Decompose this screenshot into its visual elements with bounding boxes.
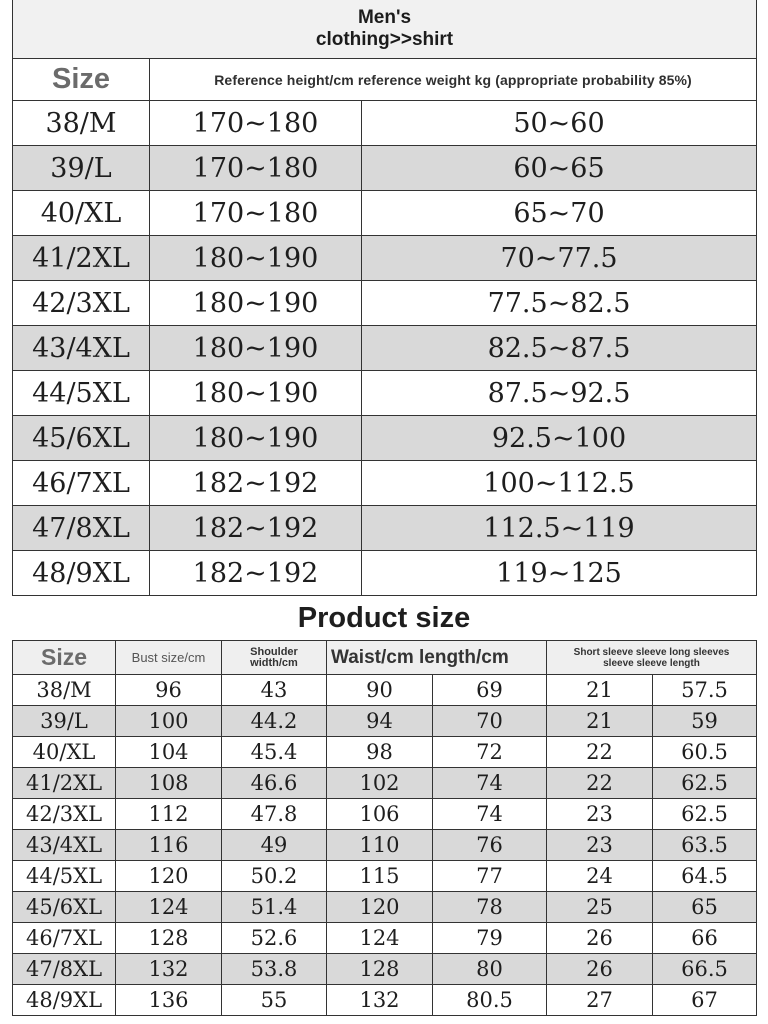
cell-bust: 108 [116, 768, 222, 799]
cell-bust: 124 [116, 892, 222, 923]
cell-shoulder: 52.6 [222, 923, 327, 954]
cell-short-sleeve: 26 [547, 954, 653, 985]
cell-size: 38/M [13, 675, 116, 706]
cell-size: 47/8XL [13, 506, 150, 551]
table-row [13, 830, 757, 861]
product-size-title: Product size [12, 596, 756, 640]
header-waist-length: Waist/cm length/cm [327, 641, 547, 675]
cell-size: 40/XL [13, 191, 150, 236]
cell-size: 39/L [13, 706, 116, 737]
table-row [13, 461, 757, 506]
cell-height: 170~180 [150, 101, 362, 146]
cell-height: 180~190 [150, 281, 362, 326]
cell-size: 42/3XL [13, 281, 150, 326]
header-sleeve-line-1: Short sleeve sleeve long sleeves [573, 646, 730, 658]
cell-height: 170~180 [150, 146, 362, 191]
header-shoulder-line-1: Shoulder [250, 645, 298, 658]
cell-short-sleeve: 26 [547, 923, 653, 954]
cell-shoulder: 55 [222, 985, 327, 1016]
table-row [13, 768, 757, 799]
cell-size: 38/M [13, 101, 150, 146]
cell-length: 74 [433, 768, 547, 799]
cell-short-sleeve: 25 [547, 892, 653, 923]
cell-waist: 110 [327, 830, 433, 861]
cell-waist: 102 [327, 768, 433, 799]
cell-long-sleeve: 59 [653, 706, 757, 737]
cell-long-sleeve: 57.5 [653, 675, 757, 706]
cell-height: 170~180 [150, 191, 362, 236]
cell-short-sleeve: 22 [547, 737, 653, 768]
cell-length: 80.5 [433, 985, 547, 1016]
cell-size: 46/7XL [13, 923, 116, 954]
table-row [13, 737, 757, 768]
cell-shoulder: 44.2 [222, 706, 327, 737]
cell-height: 180~190 [150, 416, 362, 461]
cell-bust: 96 [116, 675, 222, 706]
cell-weight: 60~65 [362, 146, 757, 191]
cell-shoulder: 47.8 [222, 799, 327, 830]
cell-long-sleeve: 65 [653, 892, 757, 923]
cell-bust: 120 [116, 861, 222, 892]
cell-waist: 94 [327, 706, 433, 737]
header-size: Size [13, 59, 150, 101]
cell-size: 48/9XL [13, 985, 116, 1016]
cell-size: 41/2XL [13, 768, 116, 799]
cell-weight: 82.5~87.5 [362, 326, 757, 371]
table-row [13, 146, 757, 191]
header-reference-desc: Reference height/cm reference weight kg (appropriate probability 85%) [150, 59, 757, 101]
cell-size: 45/6XL [13, 416, 150, 461]
cell-weight: 77.5~82.5 [362, 281, 757, 326]
table-row [13, 861, 757, 892]
header-bust: Bust size/cm [116, 641, 222, 675]
cell-length: 80 [433, 954, 547, 985]
header-shoulder [222, 641, 327, 675]
cell-height: 182~192 [150, 461, 362, 506]
cell-weight: 112.5~119 [362, 506, 757, 551]
cell-long-sleeve: 67 [653, 985, 757, 1016]
cell-long-sleeve: 62.5 [653, 768, 757, 799]
cell-size: 41/2XL [13, 236, 150, 281]
table-row [13, 675, 757, 706]
table-title [13, 0, 757, 59]
cell-long-sleeve: 66.5 [653, 954, 757, 985]
table-row [13, 551, 757, 596]
table-row [13, 416, 757, 461]
table-row [13, 101, 757, 146]
header-sleeve [547, 641, 757, 675]
cell-long-sleeve: 63.5 [653, 830, 757, 861]
cell-bust: 104 [116, 737, 222, 768]
table-row [13, 236, 757, 281]
cell-height: 180~190 [150, 371, 362, 416]
cell-long-sleeve: 62.5 [653, 799, 757, 830]
cell-size: 40/XL [13, 737, 116, 768]
cell-shoulder: 50.2 [222, 861, 327, 892]
cell-waist: 128 [327, 954, 433, 985]
table-row [13, 326, 757, 371]
cell-waist: 98 [327, 737, 433, 768]
cell-waist: 120 [327, 892, 433, 923]
product-header-row [13, 641, 757, 675]
cell-height: 182~192 [150, 551, 362, 596]
cell-height: 182~192 [150, 506, 362, 551]
table-row [13, 371, 757, 416]
cell-length: 69 [433, 675, 547, 706]
cell-short-sleeve: 24 [547, 861, 653, 892]
cell-weight: 50~60 [362, 101, 757, 146]
table-row [13, 923, 757, 954]
cell-waist: 106 [327, 799, 433, 830]
cell-size: 39/L [13, 146, 150, 191]
table-row [13, 892, 757, 923]
cell-weight: 92.5~100 [362, 416, 757, 461]
table-row [13, 281, 757, 326]
cell-short-sleeve: 23 [547, 799, 653, 830]
table-row [13, 706, 757, 737]
cell-length: 76 [433, 830, 547, 861]
cell-length: 70 [433, 706, 547, 737]
cell-length: 77 [433, 861, 547, 892]
header-shoulder-line-2: width/cm [250, 656, 298, 669]
cell-shoulder: 46.6 [222, 768, 327, 799]
cell-short-sleeve: 21 [547, 675, 653, 706]
cell-weight: 65~70 [362, 191, 757, 236]
cell-length: 79 [433, 923, 547, 954]
title-line-2: clothing>>shirt [315, 29, 454, 50]
cell-bust: 132 [116, 954, 222, 985]
reference-rows [13, 101, 757, 596]
cell-size: 45/6XL [13, 892, 116, 923]
cell-short-sleeve: 23 [547, 830, 653, 861]
cell-long-sleeve: 64.5 [653, 861, 757, 892]
table-row [13, 954, 757, 985]
cell-size: 48/9XL [13, 551, 150, 596]
cell-bust: 136 [116, 985, 222, 1016]
cell-size: 43/4XL [13, 326, 150, 371]
cell-weight: 87.5~92.5 [362, 371, 757, 416]
cell-shoulder: 51.4 [222, 892, 327, 923]
cell-short-sleeve: 21 [547, 706, 653, 737]
cell-bust: 100 [116, 706, 222, 737]
cell-waist: 115 [327, 861, 433, 892]
table-row [13, 191, 757, 236]
table-row [13, 799, 757, 830]
cell-weight: 100~112.5 [362, 461, 757, 506]
table-row [13, 985, 757, 1016]
cell-size: 42/3XL [13, 799, 116, 830]
cell-shoulder: 43 [222, 675, 327, 706]
cell-length: 78 [433, 892, 547, 923]
cell-bust: 116 [116, 830, 222, 861]
cell-weight: 70~77.5 [362, 236, 757, 281]
cell-shoulder: 53.8 [222, 954, 327, 985]
cell-shoulder: 45.4 [222, 737, 327, 768]
cell-waist: 90 [327, 675, 433, 706]
cell-height: 180~190 [150, 236, 362, 281]
header-sleeve-line-2: sleeve sleeve length [603, 657, 700, 669]
cell-long-sleeve: 60.5 [653, 737, 757, 768]
cell-shoulder: 49 [222, 830, 327, 861]
product-size-table [12, 640, 757, 1016]
cell-height: 180~190 [150, 326, 362, 371]
cell-size: 46/7XL [13, 461, 150, 506]
cell-weight: 119~125 [362, 551, 757, 596]
cell-size: 44/5XL [13, 861, 116, 892]
cell-short-sleeve: 22 [547, 768, 653, 799]
cell-bust: 112 [116, 799, 222, 830]
cell-bust: 128 [116, 923, 222, 954]
cell-waist: 124 [327, 923, 433, 954]
title-line-1: Men's [357, 7, 412, 28]
cell-short-sleeve: 27 [547, 985, 653, 1016]
cell-size: 47/8XL [13, 954, 116, 985]
cell-size: 43/4XL [13, 830, 116, 861]
reference-size-table [12, 0, 757, 596]
cell-size: 44/5XL [13, 371, 150, 416]
cell-waist: 132 [327, 985, 433, 1016]
cell-length: 74 [433, 799, 547, 830]
cell-long-sleeve: 66 [653, 923, 757, 954]
cell-length: 72 [433, 737, 547, 768]
product-rows [13, 675, 757, 1016]
table-row [13, 506, 757, 551]
header-size: Size [13, 641, 116, 675]
